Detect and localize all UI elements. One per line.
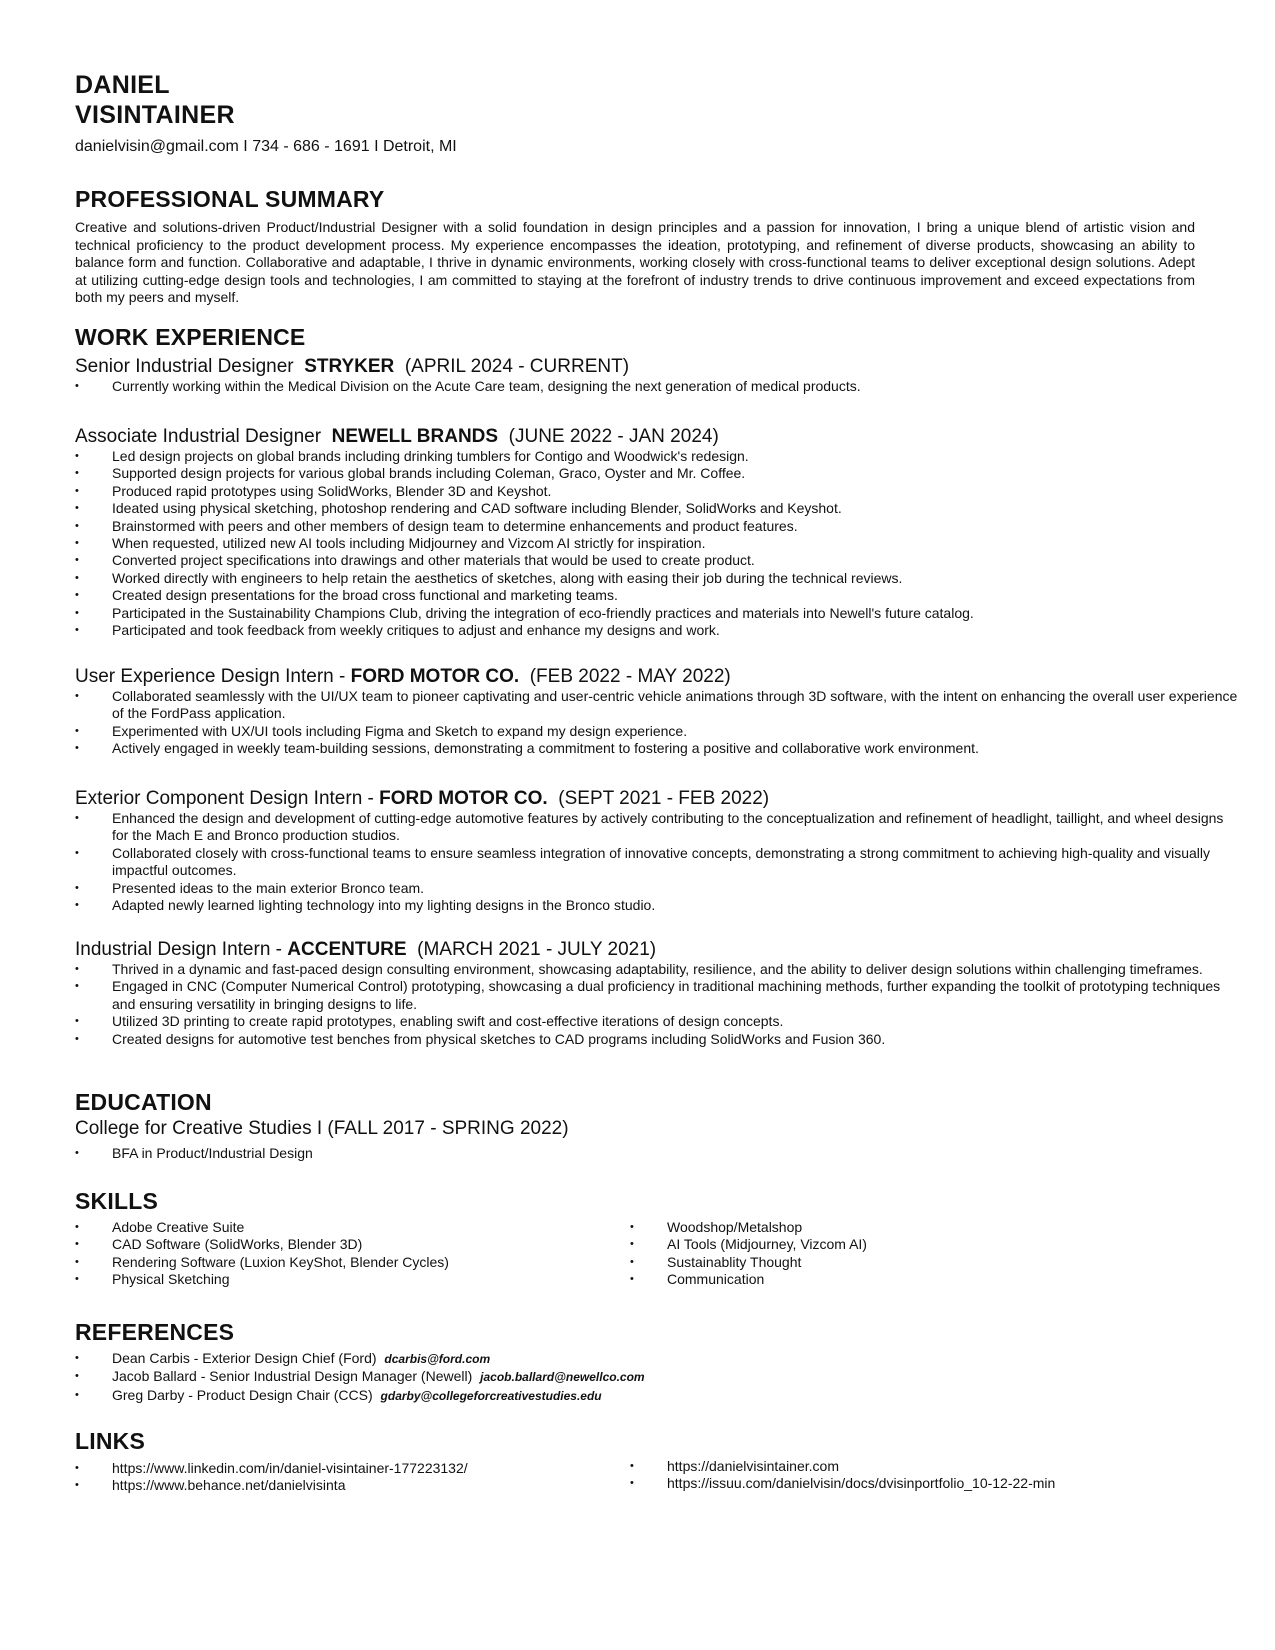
list-item: • Currently working within the Medical Division on the Acute Care team, designing the next generation of medical products.: [75, 378, 1242, 395]
list-item: • Enhanced the design and development of cutting-edge automotive features by actively contributing to the conceptualization and refinement of headlight, taillight, and wheel designs for the Mach E and Bronco production studios.: [75, 810, 1242, 845]
list-item: • Rendering Software (Luxion KeyShot, Blender Cycles): [75, 1254, 632, 1271]
list-item: [75, 1387, 1242, 1405]
list-item: • Participated and took feedback from weekly critiques to adjust and enhance my designs and work.: [75, 622, 1242, 639]
job-bullets: [75, 448, 1242, 639]
list-item: • Adobe Creative Suite: [75, 1219, 632, 1236]
link-item[interactable]: • https://www.linkedin.com/in/daniel-visintainer-177223132/: [75, 1460, 632, 1477]
job-company: STRYKER: [304, 356, 395, 377]
link-item[interactable]: • https://danielvisintainer.com: [630, 1458, 1187, 1475]
list-item: • Experimented with UX/UI tools including Figma and Sketch to expand my design experience.: [75, 723, 1242, 740]
job-dates: (FEB 2022 - MAY 2022): [529, 666, 731, 687]
job-role: Industrial Design Intern -: [75, 939, 282, 960]
job-company: FORD MOTOR CO.: [350, 666, 520, 687]
links-right-list: [630, 1458, 1190, 1493]
skills-heading: SKILLS: [75, 1188, 158, 1214]
list-item: • Worked directly with engineers to help retain the aesthetics of sketches, along with easing their job during the technical reviews.: [75, 570, 1242, 587]
reference-text: Greg Darby - Product Design Chair (CCS): [112, 1386, 373, 1403]
links-left-list: [75, 1460, 635, 1495]
references-list: [75, 1350, 1242, 1405]
education-bullets: [75, 1145, 1242, 1162]
list-item: • Engaged in CNC (Computer Numerical Control) prototyping, showcasing a dual proficiency in traditional machining methods, further expanding the toolkit of prototyping techniques and ensuring versatility in bringing designs to life.: [75, 978, 1242, 1013]
last-name: VISINTAINER: [75, 101, 235, 129]
reference-email[interactable]: gdarby@collegeforcreativestudies.edu: [380, 1388, 602, 1403]
skills-right-list: [630, 1219, 1190, 1289]
reference-text: Jacob Ballard - Senior Industrial Design Manager (Newell): [112, 1368, 473, 1385]
reference-email[interactable]: jacob.ballard@newellco.com: [480, 1370, 645, 1385]
list-item: • Produced rapid prototypes using SolidWorks, Blender 3D and Keyshot.: [75, 483, 1242, 500]
list-item: • Woodshop/Metalshop: [630, 1219, 1187, 1236]
list-item: • Created design presentations for the broad cross functional and marketing teams.: [75, 587, 1242, 604]
candidate-name: [75, 70, 235, 130]
job-title: [75, 356, 629, 378]
job-bullets: [75, 688, 1242, 758]
list-item: • Supported design projects for various global brands including Coleman, Graco, Oyster and Mr. Coffee.: [75, 465, 1242, 482]
job-title: [75, 426, 719, 448]
job-dates: (APRIL 2024 - CURRENT): [404, 356, 630, 377]
job-role: User Experience Design Intern -: [75, 666, 346, 687]
education-heading: EDUCATION: [75, 1089, 212, 1115]
job-role: Associate Industrial Designer: [75, 426, 322, 447]
skills-left-list: [75, 1219, 635, 1289]
list-item: • Adapted newly learned lighting technology into my lighting designs in the Bronco studio.: [75, 897, 1242, 914]
job-role: Senior Industrial Designer: [75, 356, 294, 377]
job-bullets: [75, 961, 1242, 1048]
experience-heading: WORK EXPERIENCE: [75, 324, 306, 350]
list-item: • Ideated using physical sketching, photoshop rendering and CAD software including Blender, SolidWorks and Keyshot.: [75, 500, 1242, 517]
list-item: • Physical Sketching: [75, 1271, 632, 1288]
job-dates: (MARCH 2021 - JULY 2021): [417, 939, 657, 960]
contact-line: danielvisin@gmail.com I 734 - 686 - 1691 I Detroit, MI: [75, 138, 457, 155]
job-title: [75, 939, 656, 961]
list-item: • Created designs for automotive test benches from physical sketches to CAD programs including SolidWorks and Fusion 360.: [75, 1031, 1242, 1048]
link-item[interactable]: • https://www.behance.net/danielvisinta: [75, 1477, 632, 1494]
list-item: [75, 1350, 1242, 1368]
job-company: ACCENTURE: [287, 939, 407, 960]
summary-heading: PROFESSIONAL SUMMARY: [75, 186, 385, 212]
list-item: • Brainstormed with peers and other members of design team to determine enhancements and product features.: [75, 518, 1242, 535]
list-item: • Led design projects on global brands including drinking tumblers for Contigo and Woodwick's redesign.: [75, 448, 1242, 465]
references-heading: REFERENCES: [75, 1319, 235, 1345]
summary-text: Creative and solutions-driven Product/Industrial Designer with a solid foundation in design principles and a passion for innovation, I bring a unique blend of artistic vision and technical proficiency to the product development process. My experience encompasses the ideation, prototyping, and refinement of diverse products, showcasing an ability to balance form and function. Collaborative and adaptable, I thrive in dynamic environments, working closely with cross-functional teams to deliver exceptional design solutions. Adept at utilizing cutting-edge design tools and technologies, I am committed to staying at the forefront of industry trends to drive continuous improvement and exceed expectations from both my peers and myself.: [75, 219, 1195, 305]
list-item: • Converted project specifications into drawings and other materials that would be used to create product.: [75, 552, 1242, 569]
list-item: • Thrived in a dynamic and fast-paced design consulting environment, showcasing adaptability, resilience, and the ability to deliver design solutions within challenging timeframes.: [75, 961, 1242, 978]
list-item: • Collaborated seamlessly with the UI/UX team to pioneer captivating and user-centric vehicle animations through 3D software, with the intent on enhancing the overall user experience of the FordPass application.: [75, 688, 1242, 723]
reference-text: Dean Carbis - Exterior Design Chief (Ford): [112, 1350, 377, 1366]
job-bullets: [75, 810, 1242, 914]
list-item: • Collaborated closely with cross-functional teams to ensure seamless integration of innovative concepts, demonstrating a strong commitment to achieving high-quality and visually impactful outcomes.: [75, 845, 1242, 880]
school-line: College for Creative Studies I (FALL 2017 - SPRING 2022): [75, 1118, 569, 1139]
links-heading: LINKS: [75, 1428, 145, 1454]
job-company: FORD MOTOR CO.: [379, 788, 548, 809]
list-item: • When requested, utilized new AI tools including Midjourney and Vizcom AI strictly for inspiration.: [75, 535, 1242, 552]
list-item: • Sustainablity Thought: [630, 1254, 1187, 1271]
list-item: • Communication: [630, 1271, 1187, 1288]
list-item: • BFA in Product/Industrial Design: [75, 1145, 1242, 1162]
job-bullets: [75, 378, 1242, 395]
job-role: Exterior Component Design Intern -: [75, 788, 374, 809]
reference-email[interactable]: dcarbis@ford.com: [384, 1352, 491, 1366]
job-title: [75, 666, 731, 688]
list-item: • Presented ideas to the main exterior Bronco team.: [75, 880, 1242, 897]
first-name: DANIEL: [75, 71, 170, 99]
list-item: • AI Tools (Midjourney, Vizcom AI): [630, 1236, 1187, 1253]
list-item: • CAD Software (SolidWorks, Blender 3D): [75, 1236, 632, 1253]
link-item[interactable]: • https://issuu.com/danielvisin/docs/dvisinportfolio_10-12-22-min: [630, 1475, 1187, 1492]
list-item: • Utilized 3D printing to create rapid prototypes, enabling swift and cost-effective iterations of design concepts.: [75, 1013, 1242, 1030]
job-company: NEWELL BRANDS: [331, 426, 499, 447]
job-dates: (SEPT 2021 - FEB 2022): [558, 788, 770, 809]
job-dates: (JUNE 2022 - JAN 2024): [508, 426, 719, 447]
list-item: • Actively engaged in weekly team-building sessions, demonstrating a commitment to fostering a positive and collaborative work environment.: [75, 740, 1242, 757]
list-item: • Participated in the Sustainability Champions Club, driving the integration of eco-friendly practices and materials into Newell's future catalog.: [75, 605, 1242, 622]
job-title: [75, 788, 769, 810]
list-item: [75, 1368, 1242, 1386]
